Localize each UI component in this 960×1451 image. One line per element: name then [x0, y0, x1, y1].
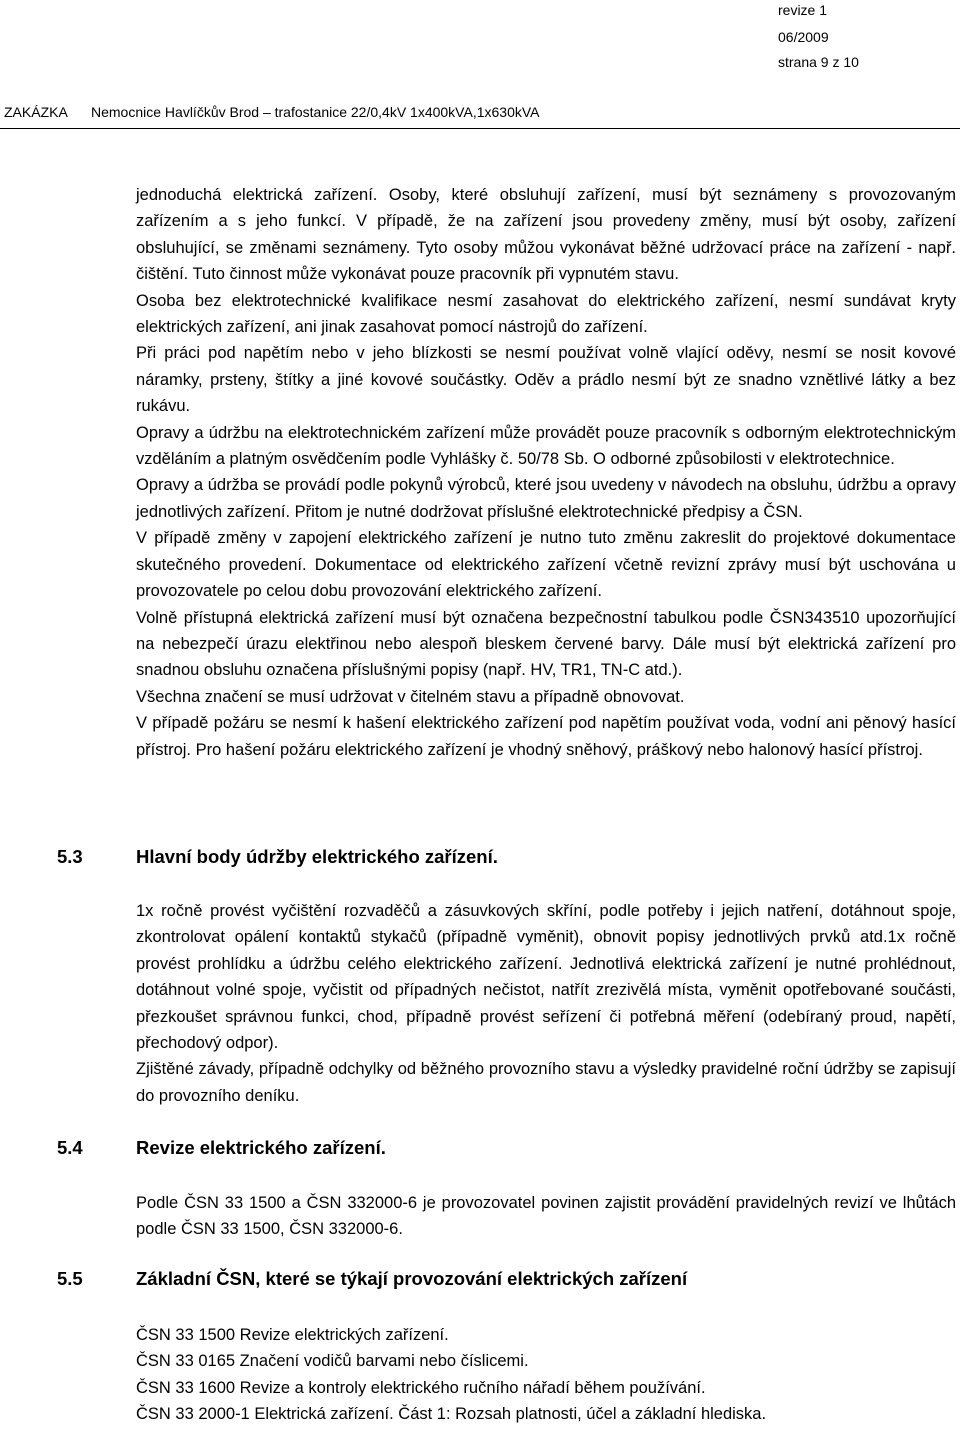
section-number: 5.3 [57, 846, 83, 867]
paragraph: Opravy a údržbu na elektrotechnickém zařízení může provádět pouze pracovník s odborným elektrotechnickým vzděláním a platným osvědčením podle Vyhlášky č. 50/78 Sb. O odborné způsobilosti v elektrotechnice. [136, 423, 956, 469]
header-divider [0, 128, 960, 129]
paragraph: Volně přístupná elektrická zařízení musí být označena bezpečnostní tabulkou podle ČSN343510 upozorňující na nebezpečí úrazu elektřinou nebo alespoň bleskem červené barvy. Dále musí být elektrická zařízení pro snadnou obsluhu označena příslušnými popisy (např. HV, TR1, TN-C atd.). [136, 608, 956, 680]
client-label: ZAKÁZKA [4, 104, 68, 120]
section-5-3-body [136, 898, 956, 1109]
section-number: 5.4 [57, 1137, 83, 1158]
paragraph: V případě požáru se nesmí k hašení elektrického zařízení pod napětím používat voda, vodní ani pěnový hasící přístroj. Pro hašení požáru elektrického zařízení je vhodný sněhový, práškový nebo halonový hasící přístroj. [136, 714, 956, 759]
paragraph: Osoba bez elektrotechnické kvalifikace nesmí zasahovat do elektrického zařízení, nesmí sundávat kryty elektrických zařízení, ani jinak zasahovat pomocí nástrojů do zařízení. [136, 291, 956, 337]
section-number: 5.5 [57, 1268, 83, 1289]
list-item: ČSN 33 0165 Značení vodičů barvami nebo číslicemi. [136, 1352, 529, 1371]
paragraph: 1x ročně provést vyčištění rozvaděčů a zásuvkových skříní, podle potřeby i jejich natření, dotáhnout spoje, zkontrolovat opálení kontaktů stykačů (případně vyměnit), obnovit popisy jednotlivých prvků atd.1x ročně provést prohlídku a údržbu celého elektrického zařízení. Jednotlivá elektrická zařízení je nutné prohlédnout, dotáhnout volné spoje, vyčistit od případných nečistot, natřít zrezivělá místa, vyměnit opotřebované součásti, přezkoušet správnou funkci, chod, případně provést seřízení či potřebná měření (odebíraný proud, napětí, přechodový odpor). [136, 902, 956, 1053]
page-number: strana 9 z 10 [778, 54, 859, 70]
paragraph: Opravy a údržba se provádí podle pokynů výrobců, které jsou uvedeny v návodech na obsluhu, údržbu a opravy jednotlivých zařízení. Přitom je nutné dodržovat příslušné elektrotechnické předpisy a ČSN. [136, 476, 956, 521]
section-title: Revize elektrického zařízení. [136, 1137, 386, 1158]
section-title: Hlavní body údržby elektrického zařízení. [136, 846, 498, 867]
paragraph: Zjištěné závady, případně odchylky od běžného provozního stavu a výsledky pravidelné roční údržby se zapisují do provozního deníku. [136, 1060, 956, 1105]
section-5-4-body [136, 1190, 956, 1243]
list-item: ČSN 33 1600 Revize a kontroly elektrického ručního nářadí během používání. [136, 1378, 706, 1397]
paragraph: V případě změny v zapojení elektrického zařízení je nutno tuto změnu zakreslit do projektové dokumentace skutečného provedení. Dokumentace od elektrického zařízení včetně revizní zprávy musí být uschována u provozovatele po celou dobu provozování elektrického zařízení. [136, 529, 956, 601]
revision-label: revize 1 [778, 2, 828, 18]
date-label: 06/2009 [778, 29, 829, 45]
section-title: Základní ČSN, které se týkají provozování elektrických zařízení [136, 1268, 688, 1289]
standards-list [136, 1322, 956, 1428]
intro-body [136, 182, 956, 763]
project-title: Nemocnice Havlíčkův Brod – trafostanice 22/0,4kV 1x400kVA,1x630kVA [91, 104, 540, 120]
paragraph: Při práci pod napětím nebo v jeho blízkosti se nesmí používat volně vlající oděvy, nesmí se nosit kovové náramky, prsteny, štítky a jiné kovové součástky. Oděv a prádlo nesmí být ze snadno vznětlivé látky a bez rukávu. [136, 344, 956, 416]
paragraph: Všechna značení se musí udržovat v čitelném stavu a případně obnovovat. [136, 687, 685, 706]
list-item: ČSN 33 2000-1 Elektrická zařízení. Část 1: Rozsah platnosti, účel a základní hlediska. [136, 1405, 767, 1424]
list-item: ČSN 33 1500 Revize elektrických zařízení. [136, 1326, 449, 1344]
paragraph: Podle ČSN 33 1500 a ČSN 332000-6 je provozovatel povinen zajistit provádění pravidelných revizí ve lhůtách podle ČSN 33 1500, ČSN 332000-6. [136, 1194, 956, 1239]
paragraph: jednoduchá elektrická zařízení. Osoby, které obsluhují zařízení, musí být seznámeny s provozovaným zařízením a s jeho funkcí. V případě, že na zařízení jsou provedeny změny, musí být osoby, zařízení obsluhující, se změnami seznámeny. Tyto osoby můžou vykonávat běžné udržovací práce na zařízení - např. čištění. Tuto činnost může vykonávat pouze pracovník při vypnutém stavu. [136, 186, 956, 284]
